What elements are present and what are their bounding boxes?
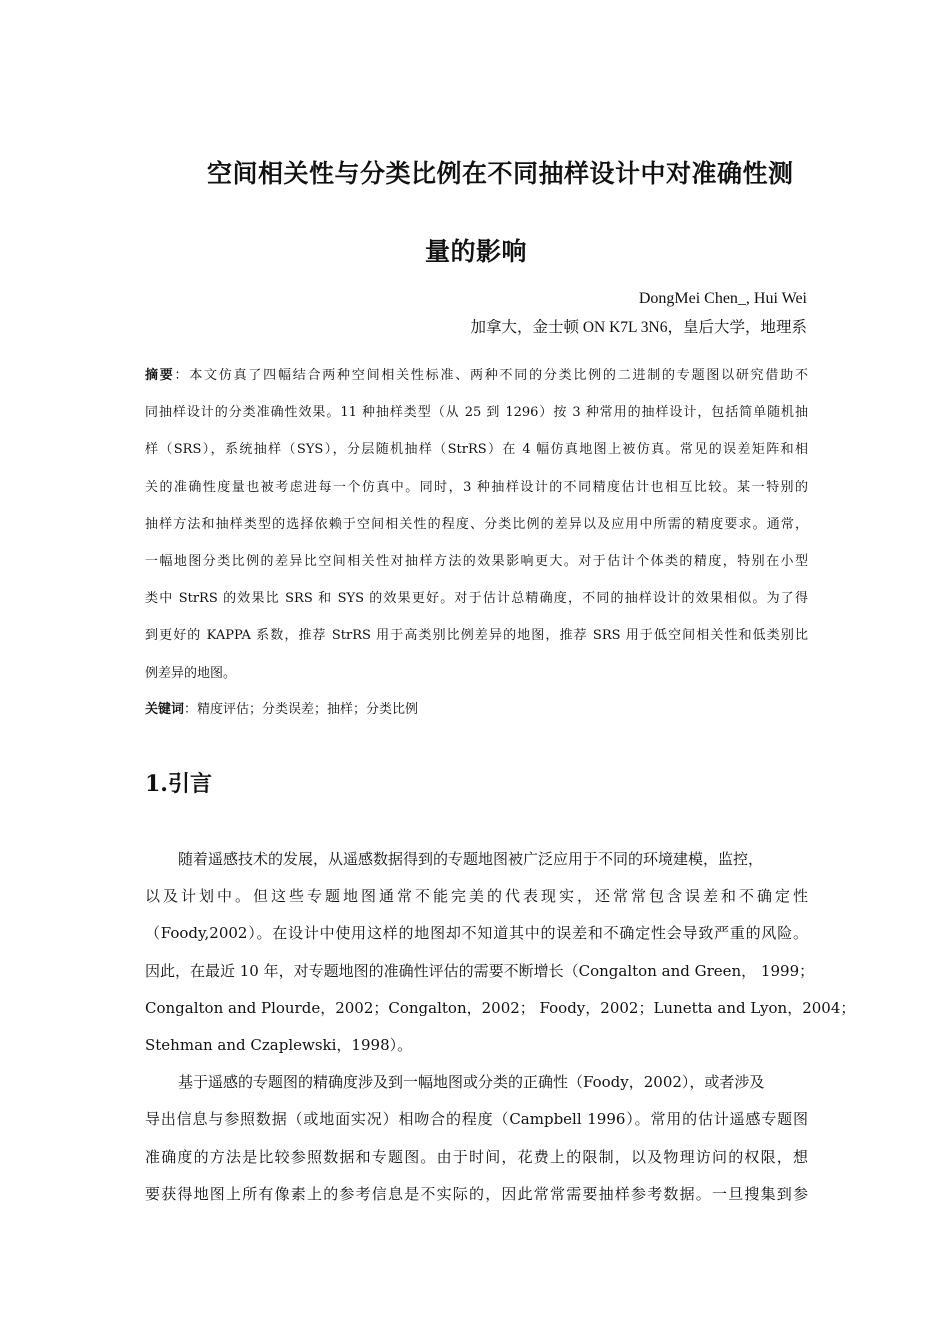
abstract-line: 到更好的 KAPPA 系数，推荐 StrRS 用于高类别比例差异的地图，推荐 SRS 用于低空间相关性和低类别比 [145,628,808,644]
section-heading: 1.引言 [145,771,212,797]
authors: DongMei Chen_, Hui Wei [638,290,807,307]
abstract-text: 本文仿真了四幅结合两种空间相关性标准、两种不同的分类比例的二进制的专题图以研究借助不 [189,368,808,383]
body-line: 随着遥感技术的发展，从遥感数据得到的专题地图被广泛应用于不同的环境建模，监控， [178,850,764,868]
body-text [145,848,856,1220]
body-line: 以及计划中。但这些专题地图通常不能完美的代表现实，还常常包含误差和不确定性 [145,887,808,906]
body-line: 导出信息与参照数据（或地面实况）相吻合的程度（Campbell 1996）。常用的估计遥感专题图 [145,1110,808,1129]
paper-title-line-1: 空间相关性与分类比例在不同抽样设计中对准确性测 [207,159,794,188]
abstract [145,366,808,701]
keywords-text: 精度评估；分类误差；抽样；分类比例 [197,702,419,717]
body-line: Congalton and Plourde，2002；Congalton，2002； Foody，2002；Lunetta and Lyon，2004； [145,998,856,1017]
abstract-line: 一幅地图分类比例的差异比空间相关性对抽样方法的效果影响更大。对于估计个体类的精度，特别在小型 [145,553,808,569]
abstract-line: 样（SRS），系统抽样（SYS），分层随机抽样（StrRS）在 4 幅仿真地图上被仿真。常见的误差矩阵和相 [145,442,808,458]
abstract-line: 抽样方法和抽样类型的选择依赖于空间相关性的程度、分类比例的差异以及应用中所需的精度要求。通常， [145,516,808,532]
abstract-line: 关的准确性度量也被考虑进每一个仿真中。同时，3 种抽样设计的不同精度估计也相互比较。某一特别的 [145,479,808,495]
abstract-label: 摘要 [145,368,175,383]
body-line: （Foody,2002）。在设计中使用这样的地图却不知道其中的误差和不确定性会导致严重的风险。 [145,924,808,943]
abstract-colon: ： [174,368,190,383]
body-line: 基于遥感的专题图的精确度涉及到一幅地图或分类的正确性（Foody，2002），或者涉及 [178,1073,765,1092]
keywords-label: 关键词 [145,702,185,717]
affiliation: 加拿大，金士顿 ON K7L 3N6，皇后大学，地理系 [470,319,807,336]
abstract-line: 同抽样设计的分类准确性效果。11 种抽样类型（从 25 到 1296）按 3 种常用的抽样设计，包括简单随机抽 [145,405,808,421]
abstract-line: 类中 StrRS 的效果比 SRS 和 SYS 的效果更好。对于估计总精确度，不同的抽样设计的效果相似。为了得 [145,591,808,607]
abstract-line: 例差异的地图。 [145,665,237,681]
keywords-colon: ： [184,702,198,717]
paper-title-line-2: 量的影响 [425,237,528,266]
keywords [145,698,418,717]
body-line: 要获得地图上所有像素上的参考信息是不实际的，因此常常需要抽样参考数据。一旦搜集到参 [145,1184,808,1203]
body-line: 因此，在最近 10 年，对专题地图的准确性评估的需要不断增长（Congalton and Green， 1999； [145,961,815,980]
body-line: Stehman and Czaplewski，1998）。 [145,1035,413,1054]
body-line: 准确度的方法是比较参照数据和专题图。由于时间，花费上的限制，以及物理访问的权限，想 [145,1147,808,1166]
abstract-line [145,366,808,403]
